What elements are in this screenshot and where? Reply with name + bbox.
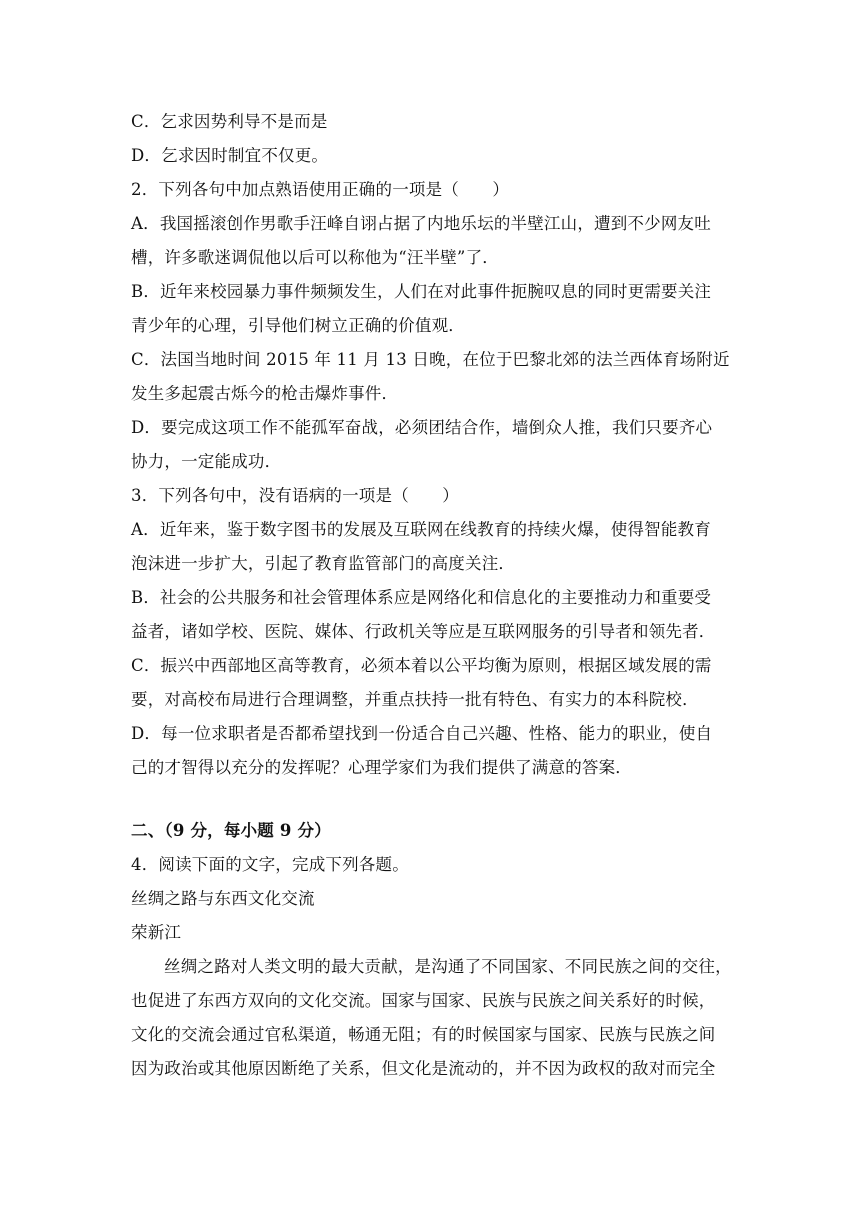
q2-option-c-line1: C．法国当地时间 2015 年 11 月 13 日晚，在位于巴黎北郊的法兰西体育场附近 (131, 350, 730, 369)
q3-stem: 3．下列各句中，没有语病的一项是（ ） (131, 486, 459, 505)
article-paragraph-line4: 因为政治或其他原因断绝了关系，但文化是流动的，并不因为政权的敌对而完全 (131, 1059, 716, 1078)
q2-stem: 2．下列各句中加点熟语使用正确的一项是（ ） (131, 180, 510, 199)
article-author: 荣新江 (131, 923, 182, 942)
q3-option-a-line1: A．近年来，鉴于数字图书的发展及互联网在线教育的持续火爆，使得智能教育 (131, 520, 711, 539)
q3-option-a-line2: 泡沫进一步扩大，引起了教育监管部门的高度关注． (131, 554, 516, 573)
q2-option-b-line2: 青少年的心理，引导他们树立正确的价值观． (131, 316, 465, 335)
article-paragraph-line1: 丝绸之路对人类文明的最大贡献，是沟通了不同国家、不同民族之间的交往， (164, 957, 732, 976)
q3-option-b-line2: 益者，诸如学校、医院、媒体、行政机关等应是互联网服务的引导者和领先者． (131, 622, 716, 641)
q2-option-d-line2: 协力，一定能成功． (131, 452, 282, 471)
section-heading: 二、（9 分，每小题 9 分） (131, 821, 331, 840)
q2-option-c-line2: 发生多起震古烁今的枪击爆炸事件． (131, 384, 399, 403)
q3-option-c-line1: C．振兴中西部地区高等教育，必须本着以公平均衡为原则，根据区域发展的需 (131, 656, 712, 675)
q3-option-d-line2: 己的才智得以充分的发挥呢？心理学家们为我们提供了满意的答案． (131, 758, 632, 777)
q1-option-d: D．乞求因时制宜不仅更。 (131, 146, 329, 165)
q3-option-c-line2: 要，对高校布局进行合理调整，并重点扶持一批有特色、有实力的本科院校． (131, 690, 699, 709)
q3-option-b-line1: B．社会的公共服务和社会管理体系应是网络化和信息化的主要推动力和重要受 (131, 588, 712, 607)
article-title: 丝绸之路与东西文化交流 (131, 889, 315, 908)
article-paragraph-line3: 文化的交流会通过官私渠道，畅通无阻；有的时候国家与国家、民族与民族之间 (131, 1025, 716, 1044)
q2-option-d-line1: D．要完成这项工作不能孤军奋战，必须团结合作，墙倒众人推，我们只要齐心 (131, 418, 713, 437)
q2-option-a-line2: 槽，许多歌迷调侃他以后可以称他为“汪半壁”了． (131, 248, 499, 267)
q4-stem: 4．阅读下面的文字，完成下列各题。 (131, 855, 409, 874)
q2-option-b-line1: B．近年来校园暴力事件频频发生，人们在对此事件扼腕叹息的同时更需要关注 (131, 282, 712, 301)
article-paragraph-line2: 也促进了东西方双向的文化交流。国家与国家、民族与民族之间关系好的时候， (131, 991, 716, 1010)
q2-option-a-line1: A．我国摇滚创作男歌手汪峰自诩占据了内地乐坛的半壁江山，遭到不少网友吐 (131, 214, 711, 233)
q1-option-c: C．乞求因势利导不是而是 (131, 112, 328, 131)
q3-option-d-line1: D．每一位求职者是否都希望找到一份适合自己兴趣、性格、能力的职业，使自 (131, 724, 713, 743)
